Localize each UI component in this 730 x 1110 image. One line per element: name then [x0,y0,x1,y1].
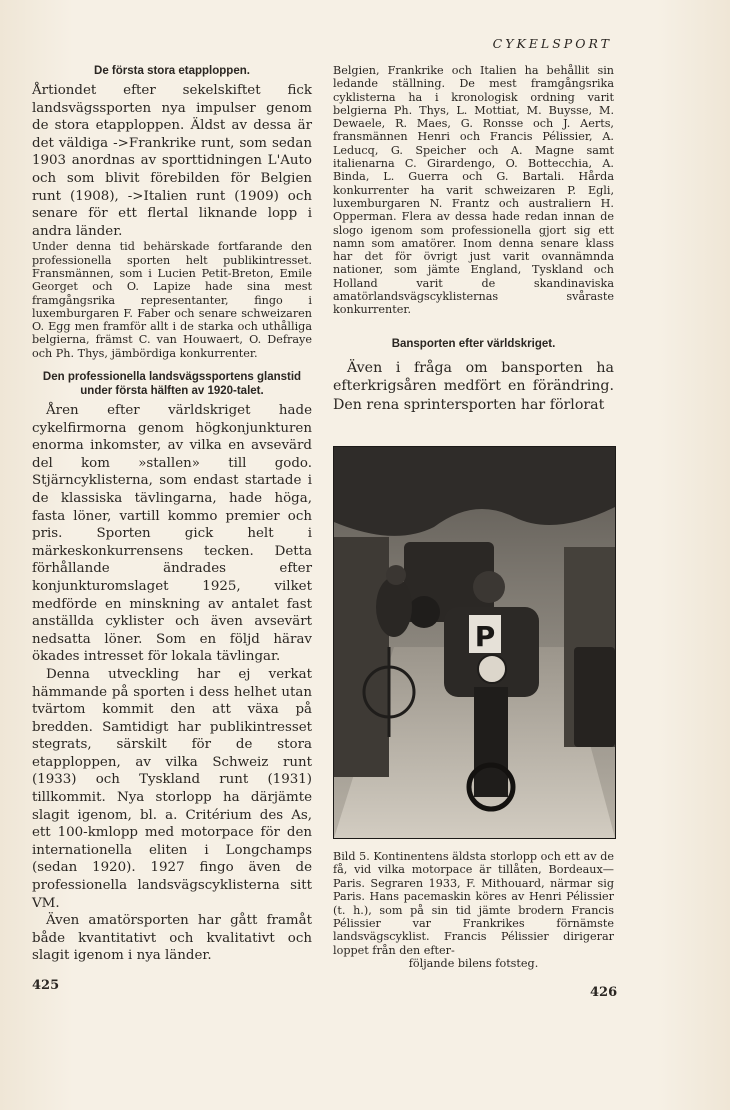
caption-text: Bild 5. Kontinentens äldsta storlopp och ett av de få, vid vilka motorpace är tillåten, Bordeaux—Paris. Segraren 1933, F. Mithouard, närmar sig Paris. Hans pacemaskin köres av Henri Pélissier (t. h.), som på sin tid jämte brodern Francis Pélissier var Frankrikes förnämste landsvägscyklist. Francis Pélissier dirigerar loppet från den efter- [333,850,614,957]
paragraph: Denna utveckling har ej verkat hämmande på sporten i dess helhet utan tvärtom kommit den att växa på bredden. Samtidigt har publikintresset stegrats, särskilt för de stora etapploppen, av vilka Schweiz runt (1933) och Tyskland runt (1931) tillkommit. Nya storlopp ha därjämte slagit igenom, bl. a. Critérium des As, ett 100-kmlopp med motorpace för den internationella eliten i Longchamps (sedan 1920). 1927 fingo även de professionella landsvägscyklisterna sitt VM. [32,666,312,911]
paragraph-small: Belgien, Frankrike och Italien ha behållit sin ledande ställning. De mest framgångsrika cyklisterna ha i kronologisk ordning varit belgierna Ph. Thys, L. Mottiat, M. Buysse, M. Dewaele, R. Maes, G. Ronsse och J. Aerts, fransmännen Henri och Francis Pélissier, A. Leducq, G. Speicher och A. Magne samt italienarna C. Girardengo, O. Bottecchia, A. Binda, L. Guerra och G. Bartali. Hårda konkurrenter ha varit schweizaren P. Egli, luxemburgaren N. Frantz och australiern H. Opperman. Flera av dessa hade redan innan de slogo igenom som professionella gjort sig ett namn som amatörer. Inom denna senare klass har det för övrigt just varit ovannämnda nationer, som jämte England, Tyskland och Holland varit de skandinaviska amatörlandsvägscyklisternas svåraste konkurrenter. [333,64,614,317]
motorcycle [474,687,508,797]
cyclist-head [386,565,406,585]
cyclist [376,577,412,637]
paragraph: Årtiondet efter sekelskiftet fick landsvägssporten nya impulser genom de stora etapploppen. Äldst av dessa är det väldiga ->Frankrike runt, som sedan 1903 anordnas av sporttidningen L'Auto och som blivit förebilden för Belgien runt (1908), ->Italien runt (1909) och senare för ett flertal liknande lopp i andra länder. [32,83,312,239]
bib-letter: P [474,620,496,653]
left-column [32,64,312,965]
photo-illustration [334,447,615,838]
paragraph-small: Under denna tid behärskade fortfarande den professionella sporten helt publikintresset. Fransmännen, som i Lucien Petit-Breton, Emile Georget och O. Lapize hade sina mest framgångsrika representanter, fingo i luxemburgaren F. Faber och senare schweizaren O. Egg men framför allt i de starka och uthålliga belgierna, främst C. van Houwaert, O. Defraye och Ph. Thys, jämbördiga konkurrenter. [32,240,312,360]
page-number-left: 425 [32,978,60,993]
section-heading: Bansporten efter världskriget. [391,337,556,350]
motorcyclist-head [473,571,505,603]
paragraph: Åren efter världskriget hade cykelfirmorna genom högkonjunkturen enorma inkomster, av vilka en avsevärd del kom »stallen» till godo. Stjärncyklisterna, som endast startade i de klassiska tävlingarna, hade höga, fasta löner, vartill kommo premier och pris. Sporten gick helt i märkeskonkurrensens tecken. Detta förhållande ändrades efter konjunkturomslaget 1925, vilket medförde en minskning av antalet fast anställda cyklister och även avsevärt nedsatta löner. Som en följd härav ökades intresset för lokala tävlingar. [32,403,312,665]
following-car [574,647,615,747]
right-column [333,64,614,414]
page-number-right: 426 [590,985,618,1000]
caption-last-line: följande bilens fotsteg. [408,957,539,971]
car-wheel [408,596,440,628]
photo-caption [333,850,614,971]
race-photograph [333,446,616,839]
headlamp [478,655,506,683]
section-heading: De första stora etapploppen. [94,65,250,77]
section-heading: Den professionella landsvägssportens glanstid under första hälften av 1920-talet. [42,371,302,398]
crowd-left [334,537,389,777]
running-head: CYKELSPORT [492,36,612,51]
paragraph: Även amatörsporten har gått framåt både kvantitativt och kvalitativt och slagit igenom i nya länder. [32,913,312,964]
paragraph: Även i fråga om bansporten ha efterkrigsåren medfört en förändring. Den rena sprintersporten har förlorat [333,359,614,413]
